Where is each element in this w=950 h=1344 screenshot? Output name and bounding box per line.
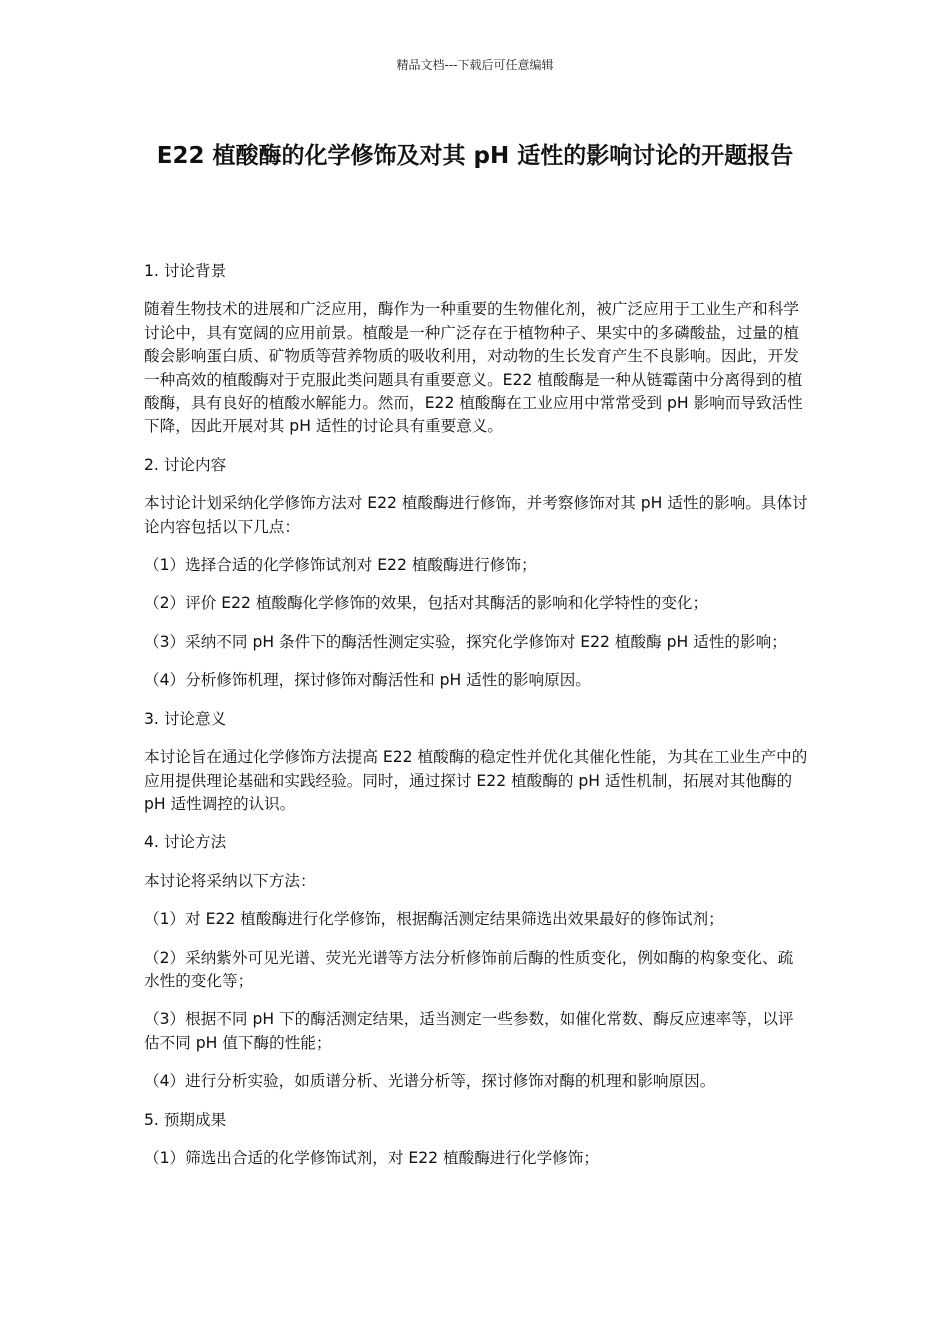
content-intro-paragraph: 本讨论计划采纳化学修饰方法对 E22 植酸酶进行修饰，并考察修饰对其 pH 适性的影响。具体讨论内容包括以下几点： [144,494,808,536]
methods-list-item: （4）进行分析实验，如质谱分析、光谱分析等，探讨修饰对酶的机理和影响原因。 [144,1072,716,1091]
significance-paragraph: 本讨论旨在通过化学修饰方法提高 E22 植酸酶的稳定性并优化其催化性能，为其在工业生产中的应用提供理论基础和实践经验。同时，通过探讨 E22 植酸酶的 pH 适性机制，拓展对其他酶的 pH 适性调控的认识。 [144,748,808,813]
content-list-item: （1）选择合适的化学修饰试剂对 E22 植酸酶进行修饰； [144,556,537,575]
section-heading-content: 2. 讨论内容 [144,455,227,474]
methods-list-item: （2）采纳紫外可见光谱、荧光光谱等方法分析修饰前后酶的性质变化，例如酶的构象变化、疏水性的变化等； [144,948,794,990]
section-heading-methods: 4. 讨论方法 [144,833,227,852]
document-body [144,260,808,1185]
header-note: 精品文档---下载后可任意编辑 [396,58,554,72]
section-heading-significance: 3. 讨论意义 [144,709,227,728]
section-heading-background: 1. 讨论背景 [144,262,227,280]
document-title: E22 植酸酶的化学修饰及对其 pH 适性的影响讨论的开题报告 [156,143,794,169]
methods-intro-paragraph: 本讨论将采纳以下方法： [144,871,316,890]
methods-list-item: （3）根据不同 pH 下的酶活测定结果，适当测定一些参数，如催化常数、酶反应速率等，以评估不同 pH 值下酶的性能； [144,1010,794,1052]
methods-list-item: （1）对 E22 植酸酶进行化学修饰，根据酶活测定结果筛选出效果最好的修饰试剂； [144,910,724,929]
content-list-item: （3）采纳不同 pH 条件下的酶活性测定实验，探究化学修饰对 E22 植酸酶 pH 适性的影响； [144,632,787,651]
section-heading-expected: 5. 预期成果 [144,1110,227,1129]
content-list-item: （2）评价 E22 植酸酶化学修饰的效果，包括对其酶活的影响和化学特性的变化； [144,594,709,613]
content-list-item: （4）分析修饰机理，探讨修饰对酶活性和 pH 适性的影响原因。 [144,671,591,690]
background-paragraph: 随着生物技术的进展和广泛应用，酶作为一种重要的生物催化剂，被广泛应用于工业生产和科学讨论中，具有宽阔的应用前景。植酸是一种广泛存在于植物种子、果实中的多磷酸盐，过量的植酸会影响蛋白质、矿物质等营养物质的吸收利用，对动物的生长发育产生不良影响。因此，开发一种高效的植酸酶对于克服此类问题具有重要意义。E22 植酸酶是一种从链霉菌中分离得到的植酸酶，具有良好的植酸水解能力。然而，E22 植酸酶在工业应用中常常受到 pH 影响而导致活性下降，因此开展对其 pH 适性的讨论具有重要意义。 [144,300,803,436]
expected-list-item: （1）筛选出合适的化学修饰试剂，对 E22 植酸酶进行化学修饰； [144,1148,599,1167]
